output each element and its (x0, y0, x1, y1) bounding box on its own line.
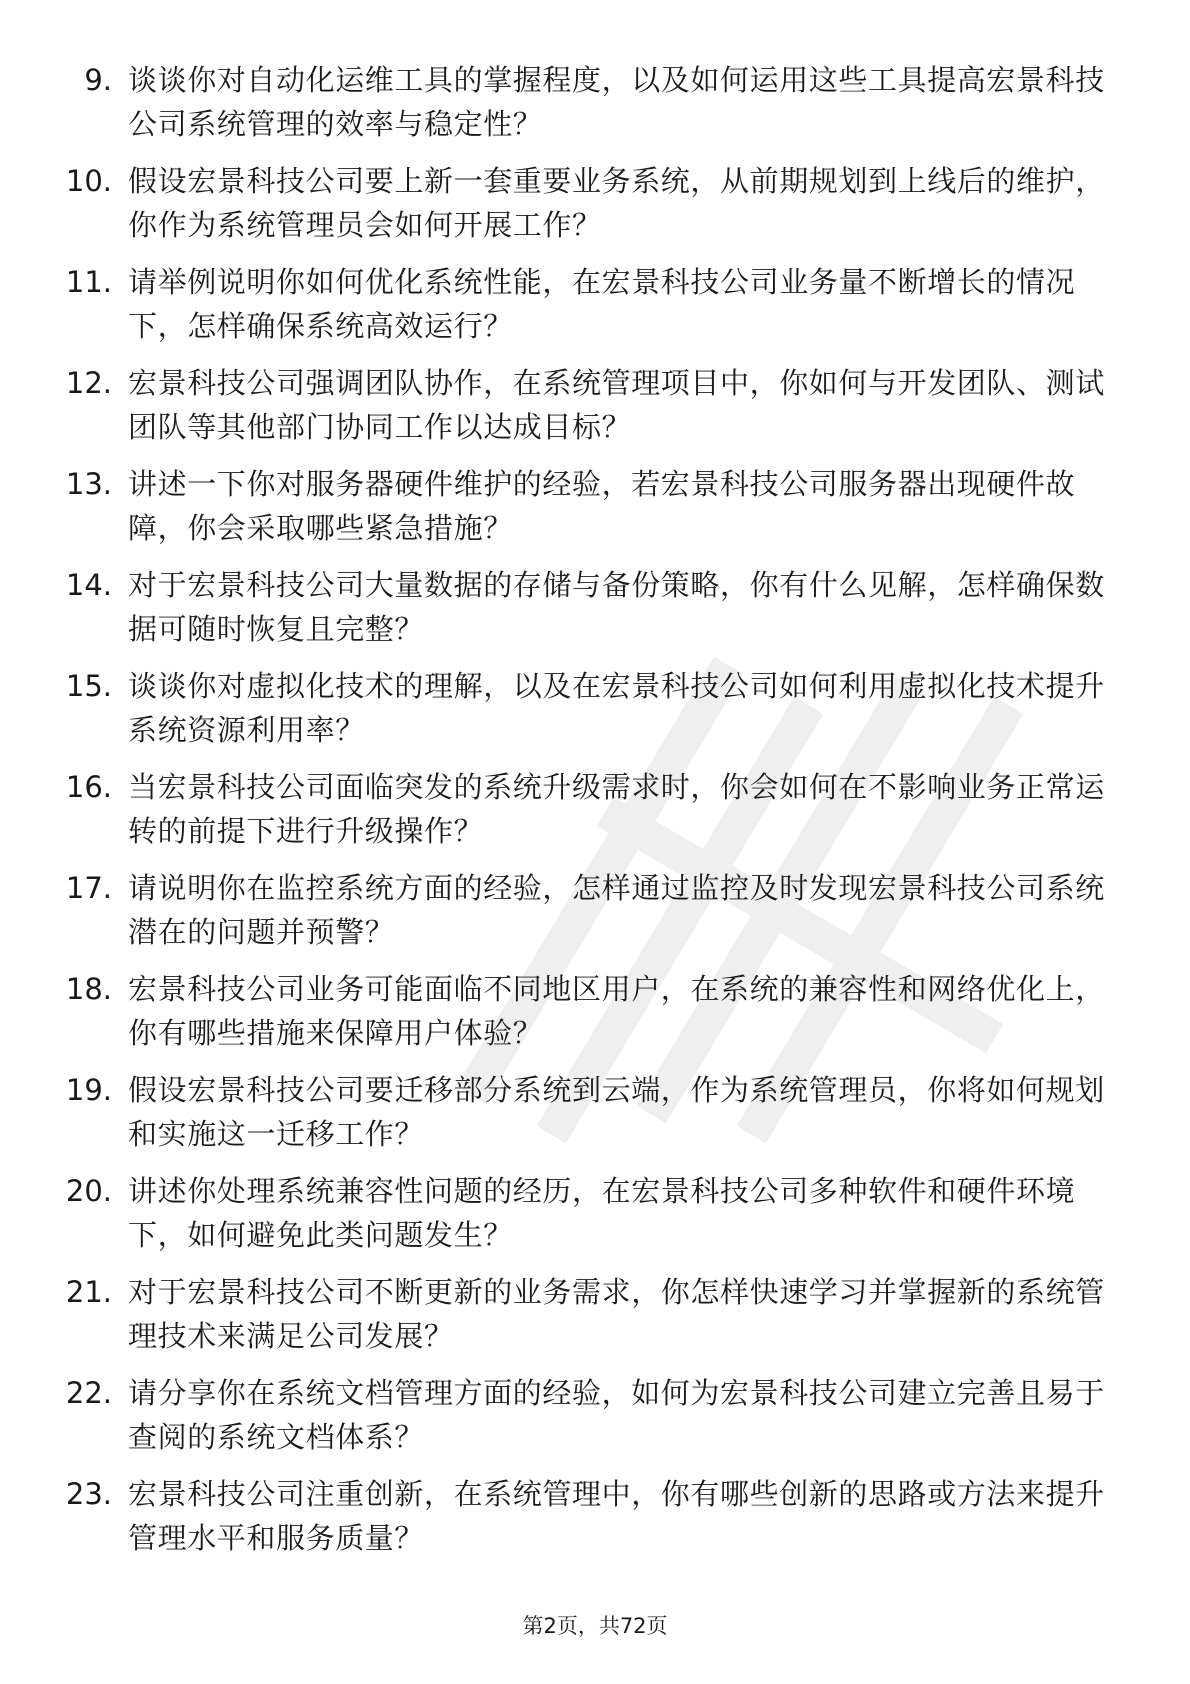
question-item (0, 1262, 1190, 1363)
question-number: 23. (65, 1477, 112, 1511)
question-item (0, 1464, 1190, 1565)
question-text: 对于宏景科技公司不断更新的业务需求，你怎样快速学习并掌握新的系统管理技术来满足公司发展？ (128, 1275, 1105, 1353)
question-text: 请说明你在监控系统方面的经验，怎样通过监控及时发现宏景科技公司系统潜在的问题并预警？ (128, 871, 1105, 949)
question-number: 13. (65, 467, 112, 501)
question-text: 讲述一下你对服务器硬件维护的经验，若宏景科技公司服务器出现硬件故障，你会采取哪些紧急措施？ (128, 467, 1076, 545)
question-item (0, 454, 1190, 555)
question-number: 20. (65, 1174, 112, 1208)
question-text: 请分享你在系统文档管理方面的经验，如何为宏景科技公司建立完善且易于查阅的系统文档体系？ (128, 1376, 1105, 1454)
question-number: 19. (65, 1073, 112, 1107)
question-text: 宏景科技公司注重创新，在系统管理中，你有哪些创新的思路或方法来提升管理水平和服务质量？ (128, 1477, 1105, 1555)
question-list (0, 50, 1190, 1565)
question-item (0, 1161, 1190, 1262)
question-number: 22. (65, 1376, 112, 1410)
question-text: 谈谈你对自动化运维工具的掌握程度，以及如何运用这些工具提高宏景科技公司系统管理的效率与稳定性？ (128, 63, 1105, 141)
question-text: 谈谈你对虚拟化技术的理解，以及在宏景科技公司如何利用虚拟化技术提升系统资源利用率？ (128, 669, 1105, 747)
question-item (0, 1060, 1190, 1161)
question-number: 14. (65, 568, 112, 602)
page-number: 第2页，共72页 (522, 1614, 668, 1638)
question-text: 假设宏景科技公司要迁移部分系统到云端，作为系统管理员，你将如何规划和实施这一迁移工作？ (128, 1073, 1105, 1151)
question-number: 16. (65, 770, 112, 804)
question-item (0, 353, 1190, 454)
question-number: 9. (84, 63, 112, 97)
question-number: 21. (65, 1275, 112, 1309)
question-text: 请举例说明你如何优化系统性能，在宏景科技公司业务量不断增长的情况下，怎样确保系统高效运行？ (128, 265, 1076, 343)
question-text: 宏景科技公司强调团队协作，在系统管理项目中，你如何与开发团队、测试团队等其他部门协同工作以达成目标？ (128, 366, 1105, 444)
question-item (0, 656, 1190, 757)
question-number: 15. (65, 669, 112, 703)
question-text: 讲述你处理系统兼容性问题的经历，在宏景科技公司多种软件和硬件环境下，如何避免此类问题发生？ (128, 1174, 1076, 1252)
question-number: 18. (65, 972, 112, 1006)
question-item (0, 757, 1190, 858)
question-number: 17. (65, 871, 112, 905)
question-text: 对于宏景科技公司大量数据的存储与备份策略，你有什么见解，怎样确保数据可随时恢复且完整？ (128, 568, 1105, 646)
question-number: 10. (65, 164, 112, 198)
question-text: 宏景科技公司业务可能面临不同地区用户，在系统的兼容性和网络优化上，你有哪些措施来保障用户体验？ (128, 972, 1105, 1050)
question-item (0, 151, 1190, 252)
question-item (0, 858, 1190, 959)
question-item (0, 252, 1190, 353)
question-item (0, 555, 1190, 656)
question-number: 12. (65, 366, 112, 400)
question-item (0, 1363, 1190, 1464)
question-item (0, 50, 1190, 151)
question-number: 11. (65, 265, 112, 299)
question-text: 假设宏景科技公司要上新一套重要业务系统，从前期规划到上线后的维护，你作为系统管理员会如何开展工作？ (128, 164, 1105, 242)
question-text: 当宏景科技公司面临突发的系统升级需求时，你会如何在不影响业务正常运转的前提下进行升级操作？ (128, 770, 1105, 848)
question-item (0, 959, 1190, 1060)
